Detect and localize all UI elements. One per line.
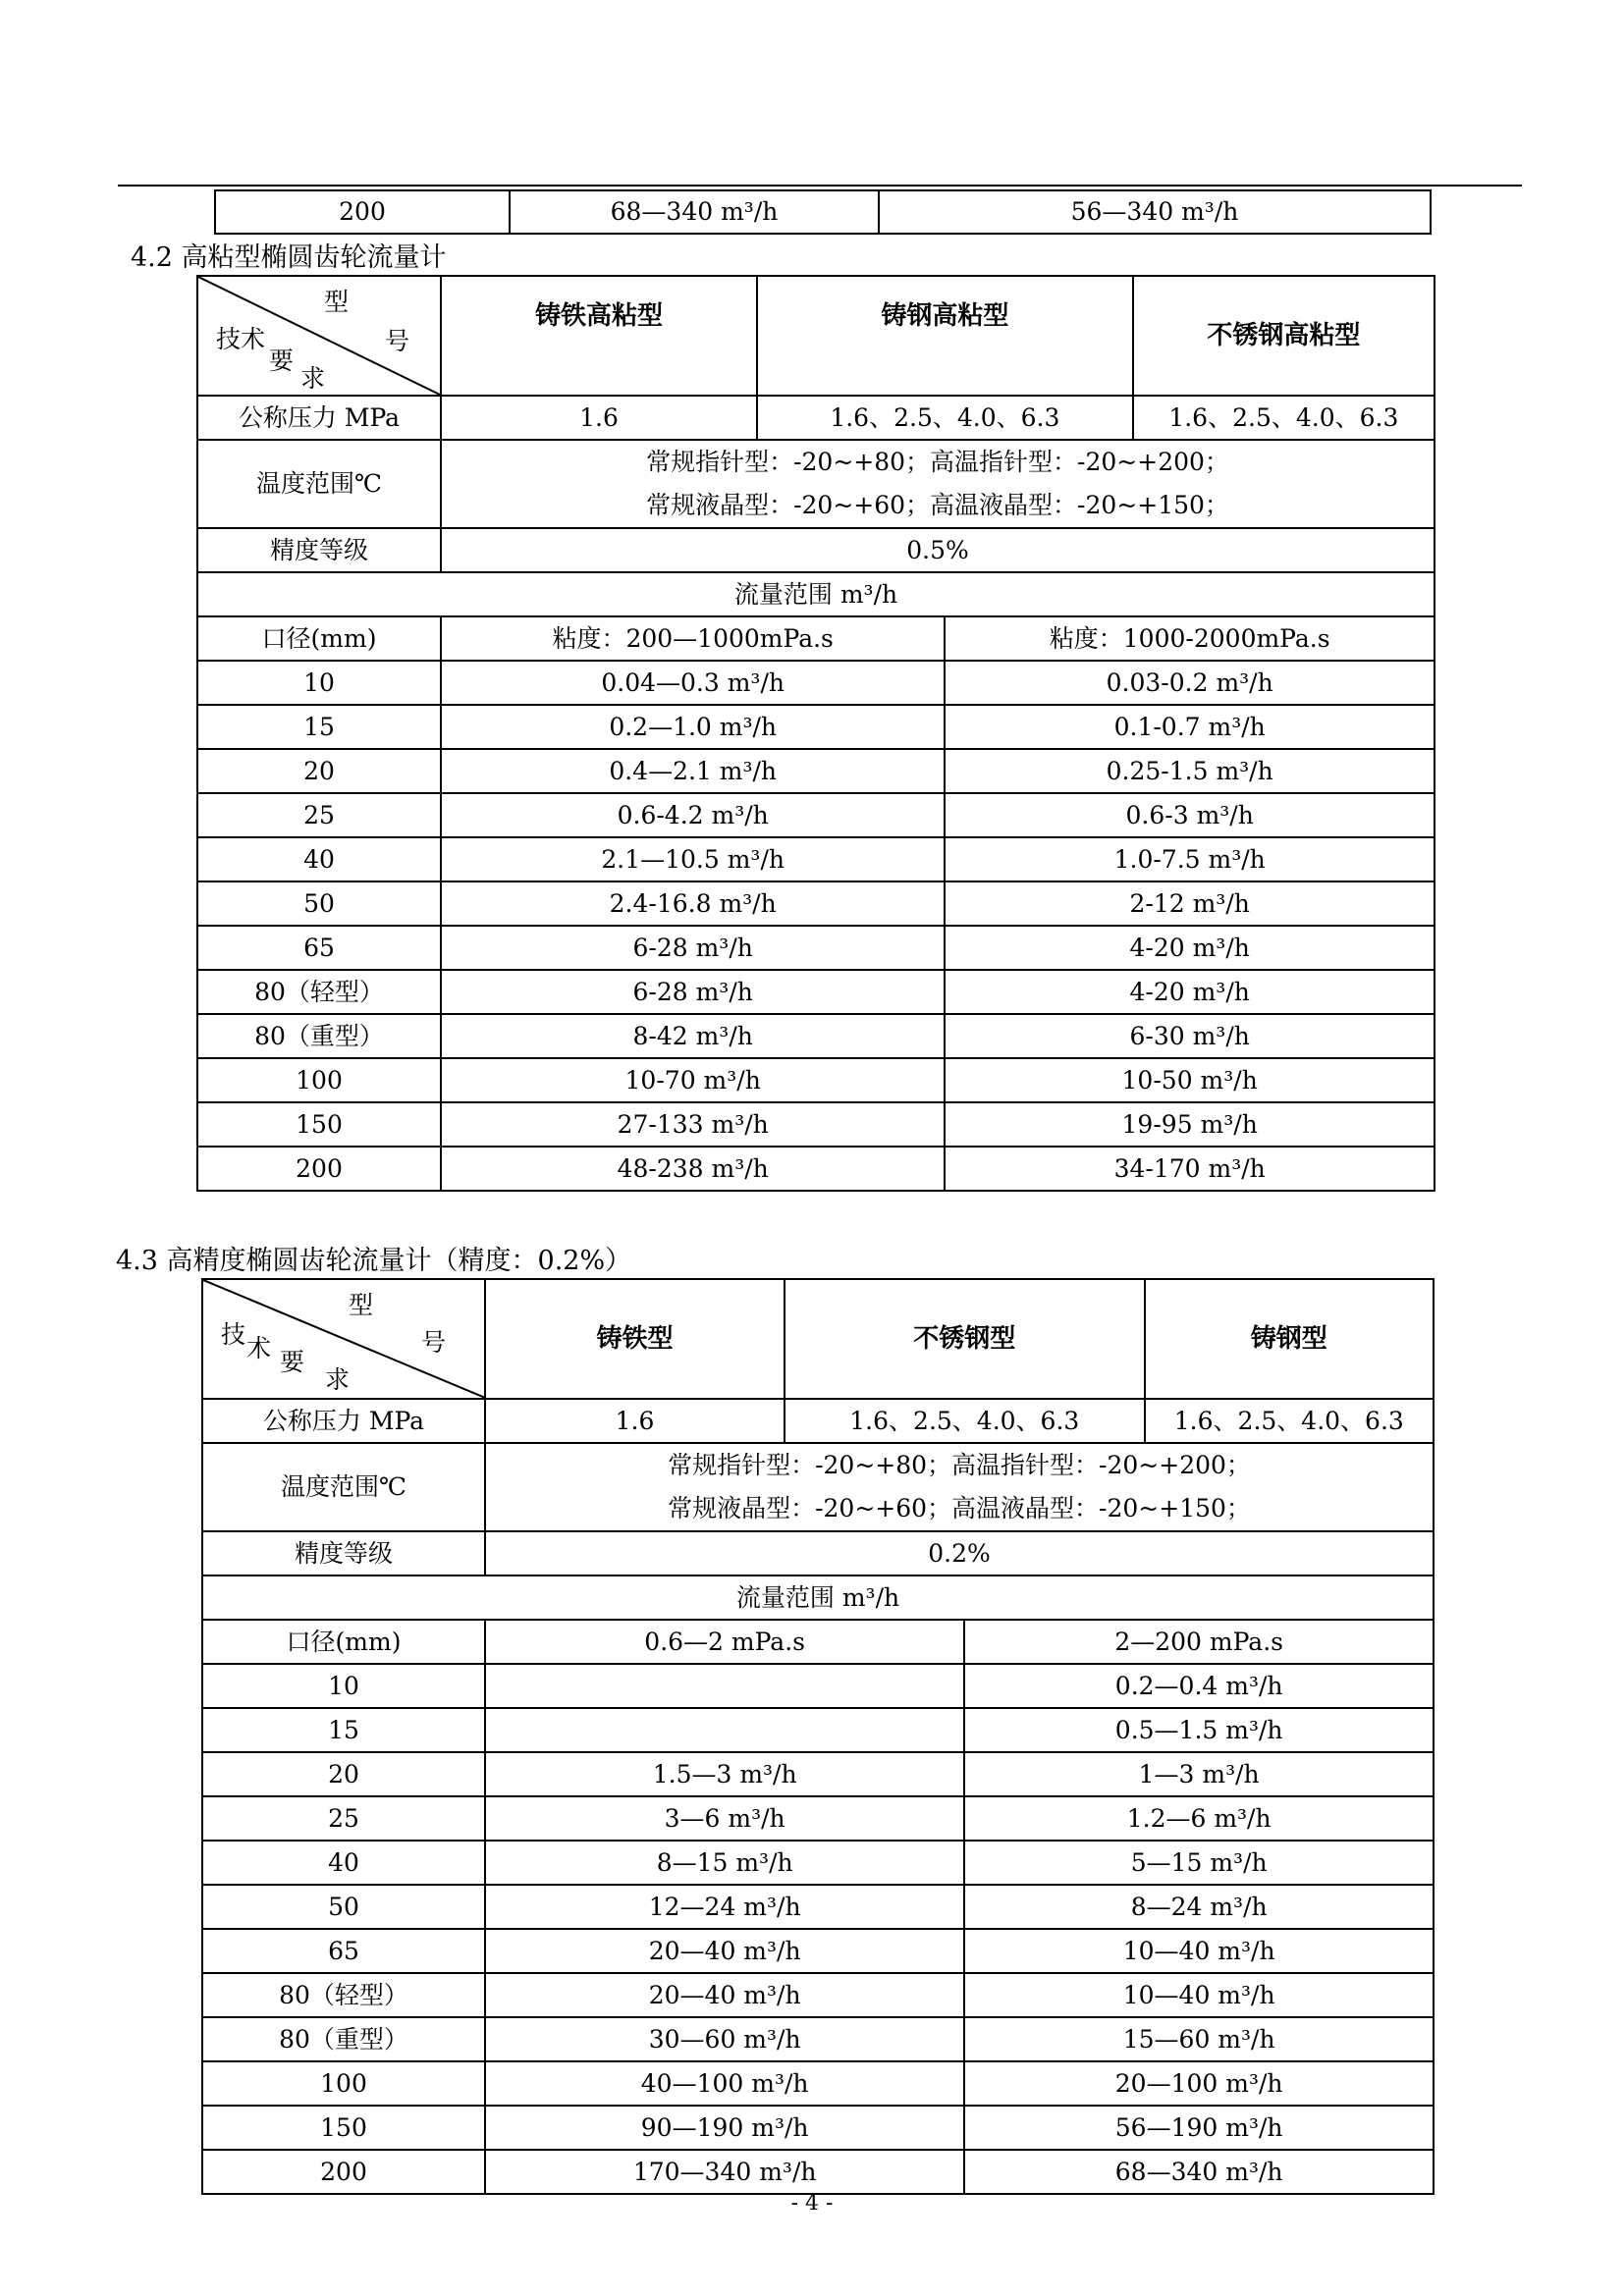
table-cell: 1.6、2.5、4.0、6.3 (757, 396, 1133, 440)
table-cell: 56—340 m³/h (879, 190, 1431, 234)
row-label: 精度等级 (197, 528, 441, 572)
table-row (197, 705, 1435, 749)
header-label: 要 (280, 1348, 305, 1376)
viscosity-header: 粘度：1000-2000mPa.s (945, 616, 1435, 661)
section-title-4-3: 4.3 高精度椭圆齿轮流量计（精度：0.2%） (116, 1246, 632, 1276)
diameter-cell: 20 (202, 1752, 485, 1796)
diameter-cell: 40 (197, 837, 441, 881)
flow-cell: 10-50 m³/h (945, 1058, 1435, 1102)
header-label: 技术 (216, 325, 266, 353)
row-label: 精度等级 (202, 1531, 485, 1575)
page-number: - 4 - (790, 2191, 834, 2216)
diameter-cell: 15 (202, 1708, 485, 1752)
flow-cell: 6-30 m³/h (945, 1014, 1435, 1058)
table-row (197, 1058, 1435, 1102)
table-row (197, 661, 1435, 705)
table-row (197, 276, 1435, 396)
table-cell: 1.6、2.5、4.0、6.3 (785, 1399, 1145, 1443)
flow-cell: 2.4-16.8 m³/h (441, 881, 945, 926)
flow-cell: 0.03-0.2 m³/h (945, 661, 1435, 705)
flow-cell: 2-12 m³/h (945, 881, 1435, 926)
table-row (202, 1841, 1434, 1885)
diameter-cell: 25 (197, 793, 441, 837)
viscosity-header: 粘度：200—1000mPa.s (441, 616, 945, 661)
flow-cell: 15—60 m³/h (964, 2017, 1434, 2061)
flow-cell: 8—24 m³/h (964, 1885, 1434, 1929)
flow-cell: 12—24 m³/h (485, 1885, 964, 1929)
top-continuation-table (214, 189, 1432, 235)
header-label: 求 (300, 364, 326, 393)
flow-cell: 3—6 m³/h (485, 1796, 964, 1841)
flow-cell: 90—190 m³/h (485, 2106, 964, 2150)
table-row (202, 1399, 1434, 1443)
flow-cell: 30—60 m³/h (485, 2017, 964, 2061)
flow-cell: 0.6-4.2 m³/h (441, 793, 945, 837)
table-row (202, 1885, 1434, 1929)
flow-cell: 40—100 m³/h (485, 2061, 964, 2106)
diameter-cell: 100 (197, 1058, 441, 1102)
row-label: 温度范围℃ (202, 1443, 485, 1531)
flow-cell: 27-133 m³/h (441, 1102, 945, 1147)
table-row (197, 926, 1435, 970)
header-label: 型 (324, 288, 350, 316)
table-row (197, 970, 1435, 1014)
diameter-cell: 10 (197, 661, 441, 705)
table-row (202, 1664, 1434, 1708)
type-header: 不锈钢高粘型 (1133, 276, 1435, 396)
diameter-cell: 80（重型） (202, 2017, 485, 2061)
flow-cell: 8-42 m³/h (441, 1014, 945, 1058)
row-label: 温度范围℃ (197, 440, 441, 528)
table-row (202, 2017, 1434, 2061)
table-row (202, 2061, 1434, 2106)
table-row (202, 1531, 1434, 1575)
flow-cell: 6-28 m³/h (441, 926, 945, 970)
header-rule (118, 185, 1522, 187)
flow-range-header: 流量范围 m³/h (202, 1575, 1434, 1620)
header-diagonal-cell (197, 276, 441, 396)
table-cell: 1.6 (441, 396, 757, 440)
section-title-4-2: 4.2 高粘型椭圆齿轮流量计 (131, 242, 447, 273)
flow-cell: 4-20 m³/h (945, 926, 1435, 970)
flow-cell: 68—340 m³/h (964, 2150, 1434, 2194)
diameter-cell: 20 (197, 749, 441, 793)
header-label: 号 (421, 1328, 447, 1357)
flow-cell: 10-70 m³/h (441, 1058, 945, 1102)
table-row (202, 1443, 1434, 1531)
diameter-cell: 150 (197, 1102, 441, 1147)
table-row (202, 1708, 1434, 1752)
table-row (197, 572, 1435, 616)
row-label: 公称压力 MPa (197, 396, 441, 440)
flow-cell (485, 1664, 964, 1708)
diameter-cell: 80（轻型） (202, 1973, 485, 2017)
flow-cell: 0.2—1.0 m³/h (441, 705, 945, 749)
diameter-cell: 15 (197, 705, 441, 749)
table-row (202, 1929, 1434, 1973)
table-row (197, 837, 1435, 881)
flow-cell: 8—15 m³/h (485, 1841, 964, 1885)
type-header: 铸钢型 (1145, 1279, 1434, 1399)
diameter-cell: 65 (197, 926, 441, 970)
table-row (215, 190, 1431, 234)
flow-cell: 0.25-1.5 m³/h (945, 749, 1435, 793)
row-label: 口径(mm) (202, 1620, 485, 1664)
flow-cell: 48-238 m³/h (441, 1147, 945, 1191)
flow-cell: 10—40 m³/h (964, 1973, 1434, 2017)
diameter-cell: 65 (202, 1929, 485, 1973)
diameter-cell: 100 (202, 2061, 485, 2106)
table-row (202, 1279, 1434, 1399)
row-label: 公称压力 MPa (202, 1399, 485, 1443)
flow-cell: 170—340 m³/h (485, 2150, 964, 2194)
diameter-cell: 10 (202, 1664, 485, 1708)
type-header: 不锈钢型 (785, 1279, 1145, 1399)
diameter-cell: 200 (197, 1147, 441, 1191)
flow-cell: 4-20 m³/h (945, 970, 1435, 1014)
type-header: 铸铁高粘型 (441, 276, 757, 396)
table-cell: 0.2% (485, 1531, 1434, 1575)
table-row (202, 2150, 1434, 2194)
flow-cell: 2.1—10.5 m³/h (441, 837, 945, 881)
diameter-cell: 40 (202, 1841, 485, 1885)
type-header: 铸钢高粘型 (757, 276, 1133, 396)
flow-cell: 6-28 m³/h (441, 970, 945, 1014)
viscosity-header: 0.6—2 mPa.s (485, 1620, 964, 1664)
table-row (202, 1575, 1434, 1620)
table-cell: 0.5% (441, 528, 1435, 572)
flow-cell: 0.04—0.3 m³/h (441, 661, 945, 705)
diameter-cell: 80（轻型） (197, 970, 441, 1014)
flow-cell: 20—100 m³/h (964, 2061, 1434, 2106)
table-row (202, 1796, 1434, 1841)
flow-cell: 5—15 m³/h (964, 1841, 1434, 1885)
type-header: 铸铁型 (485, 1279, 785, 1399)
table-cell: 1.6、2.5、4.0、6.3 (1133, 396, 1435, 440)
table-row (202, 1973, 1434, 2017)
flow-cell: 0.4—2.1 m³/h (441, 749, 945, 793)
diameter-cell: 50 (202, 1885, 485, 1929)
table-row (197, 881, 1435, 926)
header-diagonal-cell (202, 1279, 485, 1399)
temperature-cell (441, 440, 1435, 528)
temperature-line: 常规指针型：-20~+80；高温指针型：-20~+200； (668, 1451, 1251, 1479)
flow-cell: 0.6-3 m³/h (945, 793, 1435, 837)
table-cell: 68—340 m³/h (510, 190, 879, 234)
diameter-cell: 50 (197, 881, 441, 926)
diameter-cell: 200 (202, 2150, 485, 2194)
table-cell: 1.6、2.5、4.0、6.3 (1145, 1399, 1434, 1443)
table-row (197, 528, 1435, 572)
table-row (202, 1752, 1434, 1796)
table-row (197, 1014, 1435, 1058)
table-row (202, 2106, 1434, 2150)
flow-cell: 10—40 m³/h (964, 1929, 1434, 1973)
header-label: 号 (385, 327, 410, 355)
high-viscosity-table (196, 275, 1435, 1192)
flow-cell: 1.5—3 m³/h (485, 1752, 964, 1796)
table-row (197, 1147, 1435, 1191)
table-row (197, 793, 1435, 837)
header-label: 求 (325, 1365, 351, 1394)
flow-cell: 1—3 m³/h (964, 1752, 1434, 1796)
diameter-cell: 150 (202, 2106, 485, 2150)
table-row (197, 396, 1435, 440)
table-row (197, 749, 1435, 793)
flow-cell: 0.5—1.5 m³/h (964, 1708, 1434, 1752)
diameter-cell: 25 (202, 1796, 485, 1841)
flow-cell (485, 1708, 964, 1752)
flow-cell: 34-170 m³/h (945, 1147, 1435, 1191)
table-cell: 1.6 (485, 1399, 785, 1443)
table-row (197, 616, 1435, 661)
header-label: 技 (221, 1320, 246, 1349)
header-label: 术 (246, 1334, 272, 1362)
viscosity-header: 2—200 mPa.s (964, 1620, 1434, 1664)
temperature-line: 常规指针型：-20~+80；高温指针型：-20~+200； (646, 448, 1229, 476)
temperature-line: 常规液晶型：-20~+60；高温液晶型：-20~+150； (668, 1494, 1251, 1522)
high-accuracy-table (201, 1278, 1435, 2195)
table-cell: 200 (215, 190, 510, 234)
flow-cell: 1.0-7.5 m³/h (945, 837, 1435, 881)
header-label: 要 (269, 347, 295, 375)
header-label: 型 (349, 1291, 374, 1319)
table-row (197, 440, 1435, 528)
flow-cell: 19-95 m³/h (945, 1102, 1435, 1147)
temperature-line: 常规液晶型：-20~+60；高温液晶型：-20~+150； (646, 491, 1229, 519)
table-row (202, 1620, 1434, 1664)
flow-cell: 56—190 m³/h (964, 2106, 1434, 2150)
flow-cell: 0.2—0.4 m³/h (964, 1664, 1434, 1708)
flow-cell: 20—40 m³/h (485, 1973, 964, 2017)
flow-cell: 1.2—6 m³/h (964, 1796, 1434, 1841)
table-row (197, 1102, 1435, 1147)
row-label: 口径(mm) (197, 616, 441, 661)
diameter-cell: 80（重型） (197, 1014, 441, 1058)
flow-cell: 0.1-0.7 m³/h (945, 705, 1435, 749)
temperature-cell (485, 1443, 1434, 1531)
flow-cell: 20—40 m³/h (485, 1929, 964, 1973)
flow-range-header: 流量范围 m³/h (197, 572, 1435, 616)
